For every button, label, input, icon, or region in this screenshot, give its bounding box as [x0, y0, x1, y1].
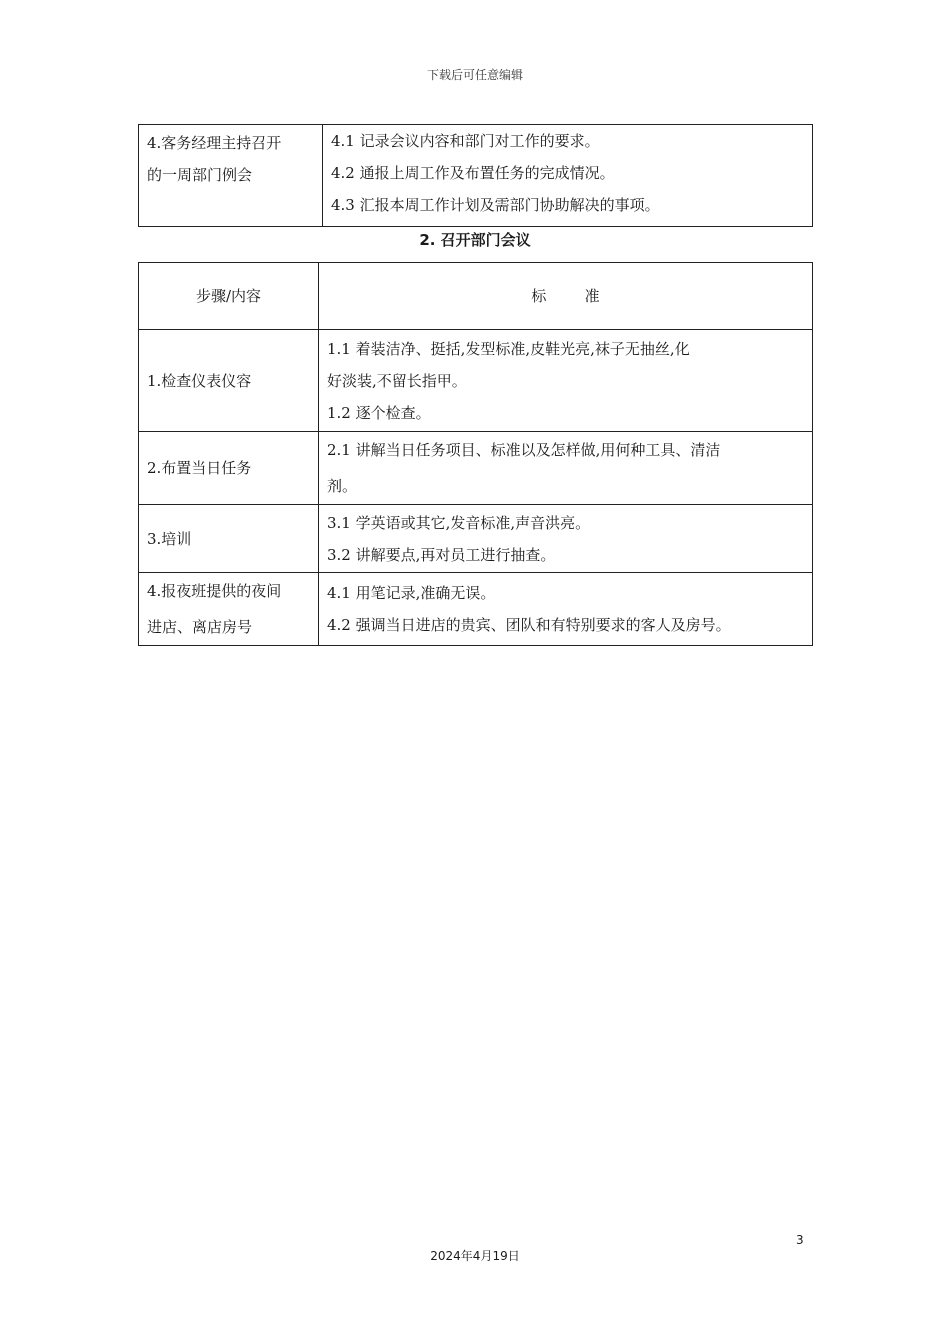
standard-item: 1.2 逐个检查。 — [327, 403, 431, 422]
step-cell — [139, 125, 323, 227]
standard-cell — [319, 573, 813, 646]
standard-item: 1.1 着装洁净、挺括,发型标准,皮鞋光亮,袜子无抽丝,化 — [327, 339, 690, 358]
standard-item: 4.2 强调当日进店的贵宾、团队和有特别要求的客人及房号。 — [327, 616, 731, 634]
standard-item: 3.2 讲解要点,再对员工进行抽查。 — [327, 545, 556, 564]
step-cell: 1.检查仪表仪容 — [139, 330, 319, 432]
standard-cell — [319, 330, 813, 432]
meeting-procedure-table-continued — [138, 124, 813, 227]
table-header-row — [139, 263, 813, 330]
table-row — [139, 505, 813, 573]
step-text-line: 的一周部门例会 — [147, 166, 253, 184]
standard-cell — [319, 505, 813, 573]
step-cell: 2.布置当日任务 — [139, 432, 319, 505]
standard-item: 4.3 汇报本周工作计划及需部门协助解决的事项。 — [331, 196, 660, 214]
section-title: 2. 召开部门会议 — [419, 231, 531, 249]
standard-item: 好淡装,不留长指甲。 — [327, 371, 467, 390]
standard-item: 4.2 通报上周工作及布置任务的完成情况。 — [331, 164, 615, 182]
footer-date: 2024年4月19日 — [430, 1249, 520, 1263]
step-text-line: 4.客务经理主持召开 — [147, 134, 282, 152]
table-row — [139, 125, 813, 227]
header-standard-cell: 标 准 — [319, 263, 813, 330]
step-cell — [139, 573, 319, 646]
table-row — [139, 432, 813, 505]
table-row — [139, 330, 813, 432]
standard-item: 剂。 — [327, 477, 358, 495]
header-note: 下载后可任意编辑 — [426, 68, 523, 82]
table-row — [139, 573, 813, 646]
standard-cell — [323, 125, 813, 227]
header-step-cell: 步骤/内容 — [139, 263, 319, 330]
step-text-line: 4.报夜班提供的夜间 — [147, 582, 282, 600]
department-meeting-table — [138, 262, 813, 646]
page-number: 3 — [796, 1233, 804, 1247]
step-text-line: 进店、离店房号 — [147, 618, 253, 636]
standard-item: 4.1 记录会议内容和部门对工作的要求。 — [331, 132, 600, 150]
standard-cell — [319, 432, 813, 505]
standard-item: 2.1 讲解当日任务项目、标准以及怎样做,用何种工具、清洁 — [327, 441, 721, 459]
standard-item: 4.1 用笔记录,准确无误。 — [327, 584, 496, 602]
step-cell: 3.培训 — [139, 505, 319, 573]
standard-item: 3.1 学英语或其它,发音标准,声音洪亮。 — [327, 513, 591, 532]
